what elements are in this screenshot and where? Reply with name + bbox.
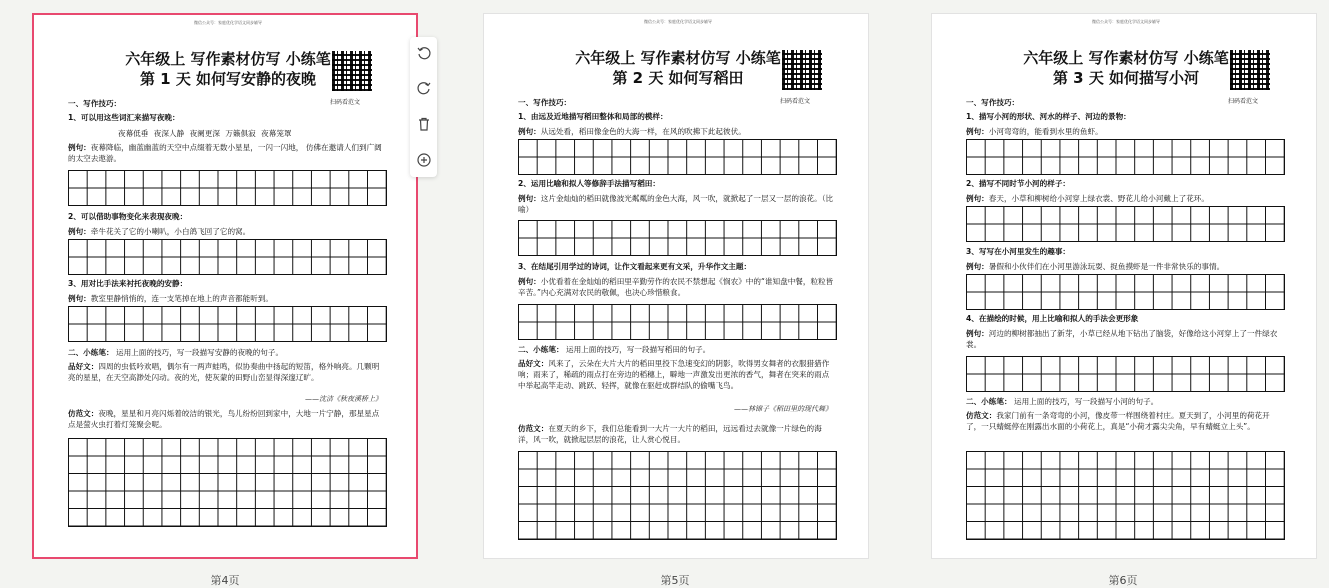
writing-grid	[966, 274, 1285, 310]
rotate-right-icon	[416, 80, 432, 96]
good-text: 品好文：风来了，云朵在大片大片的稻田里投下急速变幻的阴影，吹得男女舞者的衣服猎猎作响；雨来了，稀疏的雨点打在旁边的稻穗上，噼地一声激发出更浓的香气，舞者在突来的雨点中举起高竿走动、跳跃、轻挥，就像在驱赶成群结队的偷嘴飞鸟。	[518, 359, 830, 390]
practice-heading: 二、小练笔： 运用上面的技巧，写一段描写小河的句子。	[966, 397, 1159, 406]
practice-heading: 二、小练笔： 运用上面的技巧，写一段描写稻田的句子。	[518, 345, 711, 354]
writing-grid	[68, 438, 387, 527]
technique-2: 2、描写不同时节小河的样子：	[966, 179, 1071, 188]
writing-grid	[966, 206, 1285, 242]
example-2: 例句：牵牛花关了它的小喇叭，小白鸽飞回了它的窝。	[68, 227, 251, 236]
qr-code	[1230, 50, 1270, 90]
practice-heading: 二、小练笔： 运用上面的技巧，写一段描写安静的夜晚的句子。	[68, 348, 284, 357]
writing-grid	[68, 239, 387, 275]
writing-grid	[518, 304, 837, 340]
qr-code	[332, 51, 372, 91]
writing-grid	[518, 451, 837, 540]
example-1: 例句：从远处看，稻田像金色的大海一样，在风的吹拂下此起彼伏。	[518, 127, 746, 136]
page-label-5: 第5页	[660, 574, 690, 587]
trash-icon	[416, 116, 432, 132]
vocab-words: 夜幕低垂 夜深人静 夜阑更深 万籁俱寂 夜幕笼罩	[118, 129, 292, 138]
page-header-note: 微信公众号：家庭优化学语文同步辅导	[194, 20, 262, 25]
writing-grid	[966, 451, 1285, 540]
page-label-6: 第6页	[1108, 574, 1138, 587]
writing-grid	[518, 220, 837, 256]
imitation-text: 仿范文：我家门前有一条弯弯的小河，像皮带一样围绕着村庄。夏天到了，小河里的荷花开了，一只蜻蜓停在刚露出水面的小荷花上，真是“小荷才露尖尖角，早有蜻蜓立上头”。	[966, 411, 1270, 431]
technique-3: 3、在结尾引用学过的诗词，让作文看起来更有文采，升华作文主题：	[518, 262, 752, 271]
page-title: 六年级上 写作素材仿写 小练笔 第 3 天 如何描写小河	[1023, 49, 1229, 87]
example-2: 例句：春天，小草和柳树给小河穿上绿衣裳、野花儿给小河戴上了花环。	[966, 194, 1209, 203]
page-label-4: 第4页	[210, 574, 240, 587]
writing-grid	[966, 139, 1285, 175]
qr-label: 扫码看范文	[780, 98, 811, 105]
page-thumbnail-5[interactable]	[483, 13, 869, 559]
qr-label: 扫码看范文	[330, 99, 361, 106]
page-title: 六年级上 写作素材仿写 小练笔 第 2 天 如何写稻田	[575, 49, 781, 87]
technique-1: 1、可以用这些词汇来描写夜晚：	[68, 113, 180, 122]
page-header-note: 微信公众号：家庭优化学语文同步辅导	[644, 19, 712, 24]
page-thumbnail-6[interactable]	[931, 13, 1317, 559]
rotate-left-button[interactable]	[412, 41, 435, 64]
page-thumbnail-4[interactable]	[32, 13, 418, 559]
technique-2: 2、可以借助事物变化来表现夜晚：	[68, 212, 188, 221]
rotate-left-icon	[416, 45, 432, 61]
technique-1: 1、由远及近地描写稻田整体和局部的模样：	[518, 112, 668, 121]
delete-page-button[interactable]	[412, 112, 435, 135]
technique-1: 1、描写小河的形状、河水的样子、河边的景物：	[966, 112, 1131, 121]
writing-grid	[518, 139, 837, 175]
page-toolbar	[410, 37, 437, 177]
rotate-right-button[interactable]	[412, 76, 435, 99]
add-page-icon	[416, 152, 432, 168]
good-text-source: ——沈洁《秋夜溪桥上》	[305, 395, 382, 403]
technique-3: 3、用对比手法来衬托夜晚的安静：	[68, 279, 188, 288]
section-heading: 一、写作技巧：	[966, 98, 1020, 107]
technique-2: 2、运用比喻和拟人等修辞手法描写稻田：	[518, 179, 660, 188]
qr-code	[782, 50, 822, 90]
technique-4: 4、在描绘的时候，用上比喻和拟人的手法会更形象	[966, 314, 1139, 323]
writing-grid	[68, 306, 387, 342]
imitation-text: 仿范文：夜晚，星星和月亮闪烁着皎洁的银光，鸟儿纷纷回到家中，大地一片宁静，那星星点点是萤火虫打着灯笼聚会呢。	[68, 409, 380, 429]
section-heading: 一、写作技巧：	[518, 98, 572, 107]
technique-3: 3、写写在小河里发生的趣事：	[966, 247, 1071, 256]
example-2: 例句：这片金灿灿的稻田就像波光粼粼的金色大海，风一吹，就掀起了一层又一层的浪花。（比喻）	[518, 194, 834, 214]
add-page-button[interactable]	[412, 148, 435, 171]
page-header-note: 微信公众号：家庭优化学语文同步辅导	[1092, 19, 1160, 24]
example-4: 例句：河边的柳树都抽出了新芽，小草已经从地下钻出了脑袋，好像给这小河穿上了一件绿衣裳。	[966, 329, 1278, 349]
good-text: 品好文：四周的虫低吟欢唱，偶尔有一两声蛙鸣，似协奏曲中扬起的短笛，格外响亮。几颗明亮的星星，在天空高渺处闪动。夜的光，使灰蒙的田野山峦显得深邃辽旷。	[68, 362, 380, 382]
qr-label: 扫码看范文	[1228, 98, 1259, 105]
example-3: 例句：教室里静悄悄的，连一支笔掉在地上的声音都能听到。	[68, 294, 274, 303]
example-1: 例句：夜幕降临，幽蓝幽蓝的天空中点缀着无数小星星，一闪一闪地， 仿佛在邀请人们到广阔的太空去遨游。	[68, 143, 382, 163]
writing-grid	[966, 356, 1285, 392]
imitation-text: 仿范文：在夏天的乡下，我们总能看到一大片一大片的稻田，远远看过去就像一片绿色的海洋，风一吹，就掀起层层的浪花，让人赏心悦目。	[518, 424, 822, 444]
section-heading: 一、写作技巧：	[68, 99, 122, 108]
example-1: 例句：小河弯弯的，能看到水里的鱼虾。	[966, 127, 1103, 136]
page-title: 六年级上 写作素材仿写 小练笔 第 1 天 如何写安静的夜晚	[125, 50, 331, 88]
example-3: 例句：小优看着在金灿灿的稻田里辛勤劳作的农民不禁想起《悯农》中的“谁知盘中餐，粒粒皆辛苦。”内心充满对农民的敬佩，也决心珍惜粮食。	[518, 277, 834, 297]
good-text-source: ——林锦子《稻田里的现代舞》	[734, 405, 832, 413]
example-3: 例句：暑假和小伙伴们在小河里游泳玩耍、捉鱼摸虾是一件非常快乐的事情。	[966, 262, 1225, 271]
writing-grid	[68, 170, 387, 206]
